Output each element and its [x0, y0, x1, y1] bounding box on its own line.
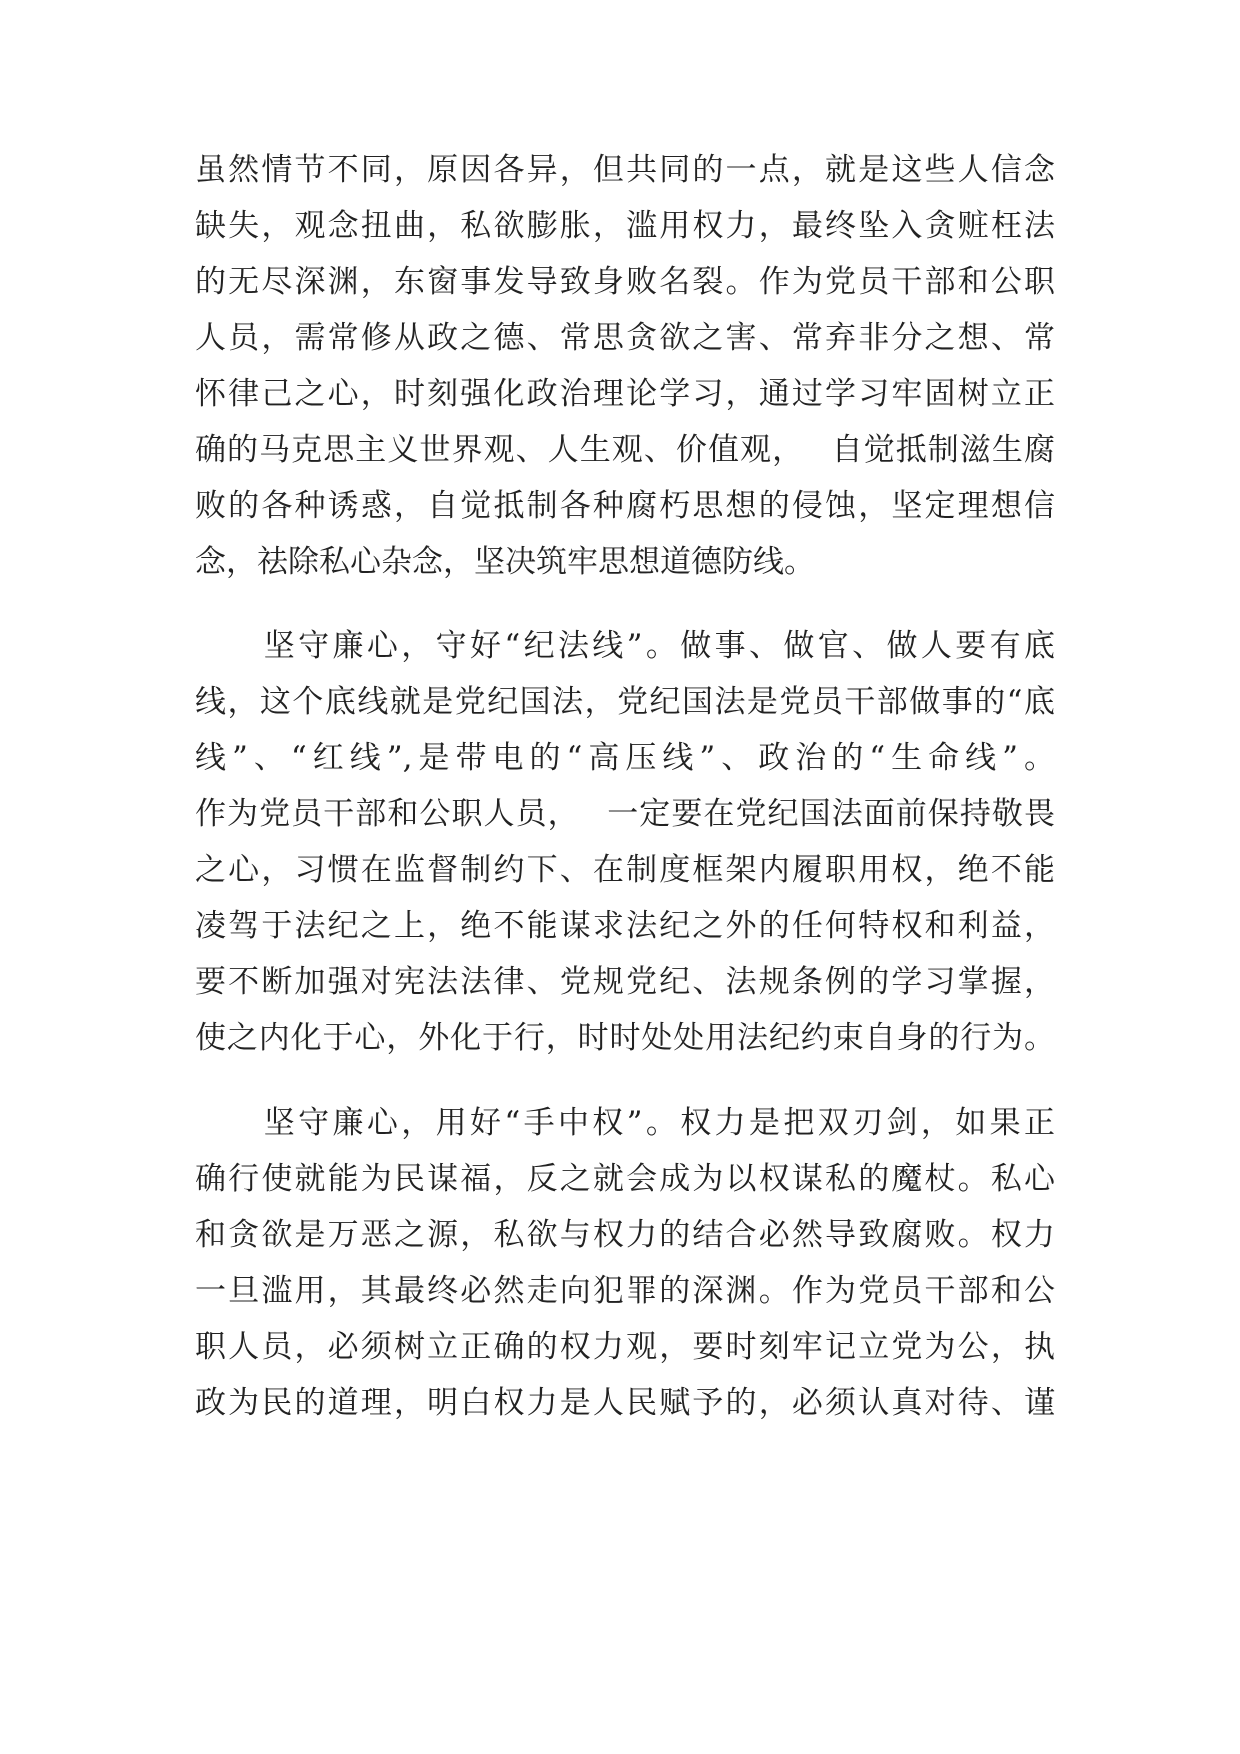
paragraph-1-line-3: 的无尽深渊，东窗事发导致身败名裂。作为党员干部和公职 [195, 264, 1055, 300]
paragraph-1-line-5: 怀律己之心，时刻强化政治理论学习，通过学习牢固树立正 [195, 376, 1055, 412]
paragraph-3-line-6: 政为民的道理，明白权力是人民赋予的，必须认真对待、谨 [195, 1385, 1055, 1421]
paragraph-1-line-4: 人员，需常修从政之德、常思贪欲之害、常弃非分之想、常 [195, 320, 1055, 356]
paragraph-2-line-3: 线”、“红线”,是带电的“高压线”、政治的“生命线”。 [195, 740, 1055, 776]
paragraph-3-line-2: 确行使就能为民谋福，反之就会成为以权谋私的魔杖。私心 [195, 1161, 1055, 1197]
paragraph-2-line-1: 坚守廉心，守好“纪法线”。做事、做官、做人要有底 [195, 628, 1055, 664]
paragraph-3-line-5: 职人员，必须树立正确的权力观，要时刻牢记立党为公，执 [195, 1329, 1055, 1365]
paragraph-2-line-4: 作为党员干部和公职人员， 一定要在党纪国法面前保持敬畏 [195, 796, 1055, 832]
paragraph-2-line-8: 使之内化于心，外化于行，时时处处用法纪约束自身的行为。 [195, 1020, 1055, 1056]
paragraph-2-line-7: 要不断加强对宪法法律、党规党纪、法规条例的学习掌握， [195, 964, 1055, 1000]
paragraph-3-line-3: 和贪欲是万恶之源，私欲与权力的结合必然导致腐败。权力 [195, 1217, 1055, 1253]
paragraph-1-line-1: 虽然情节不同，原因各异，但共同的一点，就是这些人信念 [195, 152, 1055, 188]
paragraph-1-line-8: 念，祛除私心杂念，坚决筑牢思想道德防线。 [195, 544, 815, 580]
paragraph-1-line-2: 缺失，观念扭曲，私欲膨胀，滥用权力，最终坠入贪赃枉法 [195, 208, 1055, 244]
paragraph-1-line-6: 确的马克思主义世界观、人生观、价值观， 自觉抵制滋生腐 [195, 432, 1055, 468]
paragraph-2-line-6: 凌驾于法纪之上，绝不能谋求法纪之外的任何特权和利益， [195, 908, 1055, 944]
paragraph-2-line-2: 线，这个底线就是党纪国法，党纪国法是党员干部做事的“底 [195, 684, 1055, 720]
paragraph-1-line-7: 败的各种诱惑，自觉抵制各种腐朽思想的侵蚀，坚定理想信 [195, 488, 1055, 524]
paragraph-3-line-1: 坚守廉心，用好“手中权”。权力是把双刃剑，如果正 [195, 1105, 1055, 1141]
paragraph-2-line-5: 之心，习惯在监督制约下、在制度框架内履职用权，绝不能 [195, 852, 1055, 888]
paragraph-3-line-4: 一旦滥用，其最终必然走向犯罪的深渊。作为党员干部和公 [195, 1273, 1055, 1309]
